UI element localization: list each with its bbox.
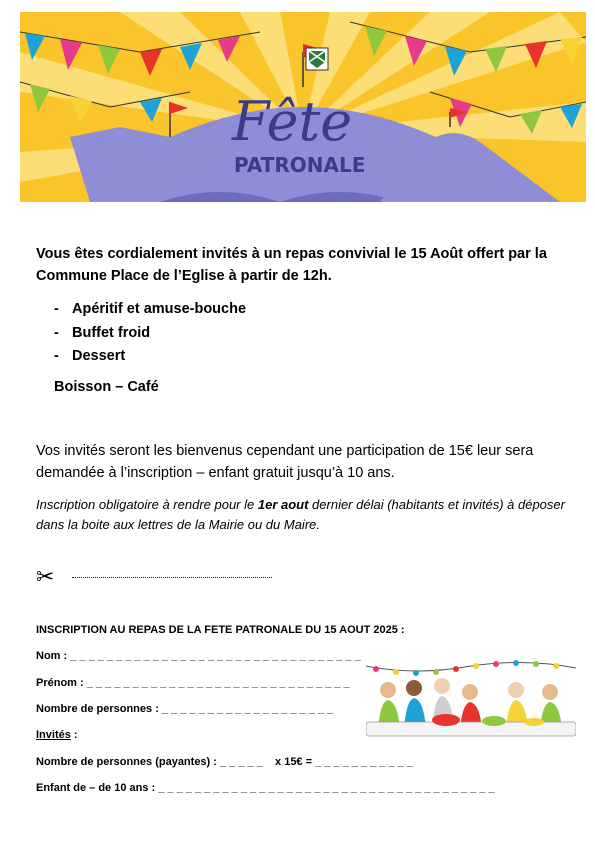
list-item — [54, 298, 246, 322]
cut-line — [72, 577, 272, 578]
prenom-field[interactable]: Prénom : _ _ _ _ _ _ _ _ _ _ _ _ _ _ _ _ _ _ _ _ _ _ _ _ _ _ _ _ _ — [36, 677, 350, 689]
list-item — [54, 322, 246, 346]
note-text-start: Inscription obligatoire à rendre pour le — [36, 497, 258, 512]
guests-paragraph: Vos invités seront les bienvenus cependant une participation de 15€ leur sera demandée à l’inscription – enfant gratuit jusqu’à 10 ans. — [36, 443, 534, 481]
banner-subtitle: PATRONALE — [234, 153, 366, 177]
festival-illustration — [20, 12, 586, 202]
crest-icon — [306, 48, 328, 70]
registration-note — [36, 495, 566, 535]
invitation-paragraph: Vous êtes cordialement invités à un repas convivial le 15 Août offert par la Commune Place de l’Eglise à partir de 12h. — [36, 246, 547, 284]
payantes-field[interactable]: Nombre de personnes (payantes) : _ _ _ _ _ x 15€ = _ _ _ _ _ _ _ _ _ _ _ — [36, 756, 413, 768]
bullet-dash: - — [54, 348, 59, 364]
note-deadline: 1er aout — [257, 497, 309, 512]
menu-list — [54, 298, 246, 369]
invites-label — [36, 729, 78, 741]
nombre-personnes-field[interactable]: Nombre de personnes : _ _ _ _ _ _ _ _ _ _ _ _ _ _ _ _ _ _ _ — [36, 703, 334, 715]
dinner-party-illustration — [366, 660, 576, 740]
bullet-dash: - — [54, 324, 59, 341]
menu-item-label: Dessert — [72, 348, 126, 364]
enfant-field[interactable]: Enfant de – de 10 ans : _ _ _ _ _ _ _ _ _ _ _ _ _ _ _ _ _ _ _ _ _ _ _ _ _ _ _ _ _ _ _ _ _ _ _ _ _ — [36, 782, 495, 794]
bullet-dash: - — [54, 301, 59, 317]
drinks-line: Boisson – Café — [54, 379, 159, 395]
note-text-end: dernier délai (habitants et invités) à déposer dans la boite aux lettres de la Mairie ou du Maire. — [36, 497, 565, 532]
invites-colon: : — [70, 729, 78, 741]
banner-title: Fête — [232, 90, 353, 153]
nom-field[interactable]: Nom : _ _ _ _ _ _ _ _ _ _ _ _ _ _ _ _ _ _ _ _ _ _ _ _ _ _ _ _ _ _ _ _ — [36, 650, 361, 662]
header-banner — [20, 12, 586, 202]
form-title: INSCRIPTION AU REPAS DE LA FETE PATRONALE DU 15 AOUT 2025 : — [36, 624, 405, 636]
invites-heading: Invités — [36, 729, 71, 741]
menu-item-label: Buffet froid — [72, 324, 151, 341]
menu-item-label: Apéritif et amuse-bouche — [72, 301, 247, 317]
list-item — [54, 345, 246, 369]
scissors-icon: ✂ — [36, 564, 55, 589]
